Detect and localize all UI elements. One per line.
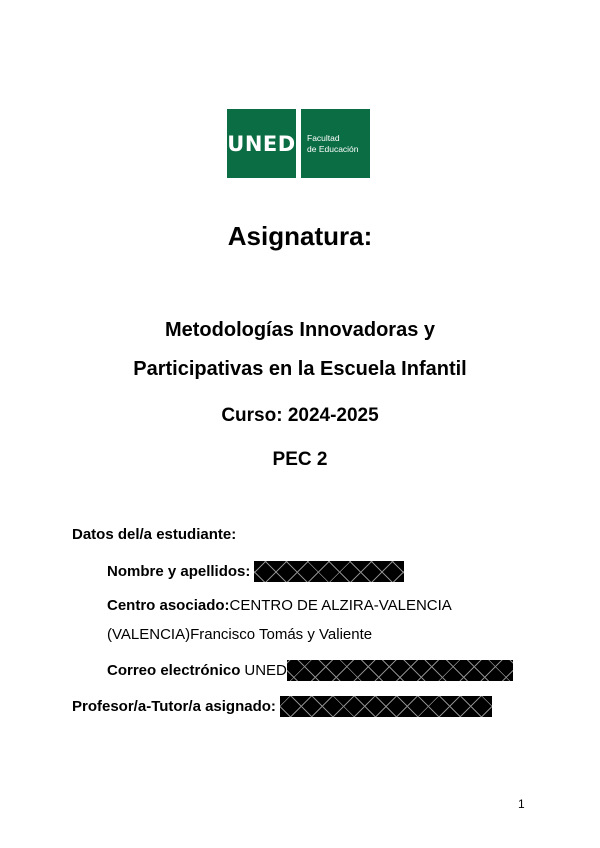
subject-title-line2: Participativas en la Escuela Infantil (133, 358, 467, 380)
tutor-row (72, 696, 492, 717)
logo-brand-text: UNED (227, 131, 296, 156)
email-label: Correo electrónico (107, 662, 241, 679)
logo-faculty-box (301, 109, 370, 178)
subject-title-line1: Metodologías Innovadoras y (164, 319, 436, 341)
tutor-label: Profesor/a-Tutor/a asignado: (72, 698, 276, 715)
email-prefix: UNED (244, 662, 287, 679)
assignment-title: PEC 2 (272, 449, 328, 470)
name-row (107, 561, 404, 582)
center-value-line1: CENTRO DE ALZIRA-VALENCIA (229, 597, 452, 614)
email-row (107, 660, 513, 681)
uned-logo (227, 109, 370, 178)
redacted-tutor (280, 696, 492, 717)
center-value-line2: (VALENCIA)Francisco Tomás y Valiente (107, 626, 373, 643)
student-section-label: Datos del/a estudiante: (72, 526, 237, 543)
page-heading: Asignatura: (227, 221, 373, 251)
name-label: Nombre y apellidos: (107, 563, 251, 580)
logo-faculty-line2: de Educación (307, 143, 359, 154)
logo-faculty-line1: Facultad (307, 132, 340, 143)
logo-brand-box (227, 109, 296, 178)
page-number: 1 (518, 797, 525, 811)
redacted-name (254, 561, 404, 582)
center-row (107, 597, 452, 614)
center-label: Centro asociado: (107, 597, 230, 614)
course-year: Curso: 2024-2025 (221, 405, 379, 426)
redacted-email (287, 660, 513, 681)
